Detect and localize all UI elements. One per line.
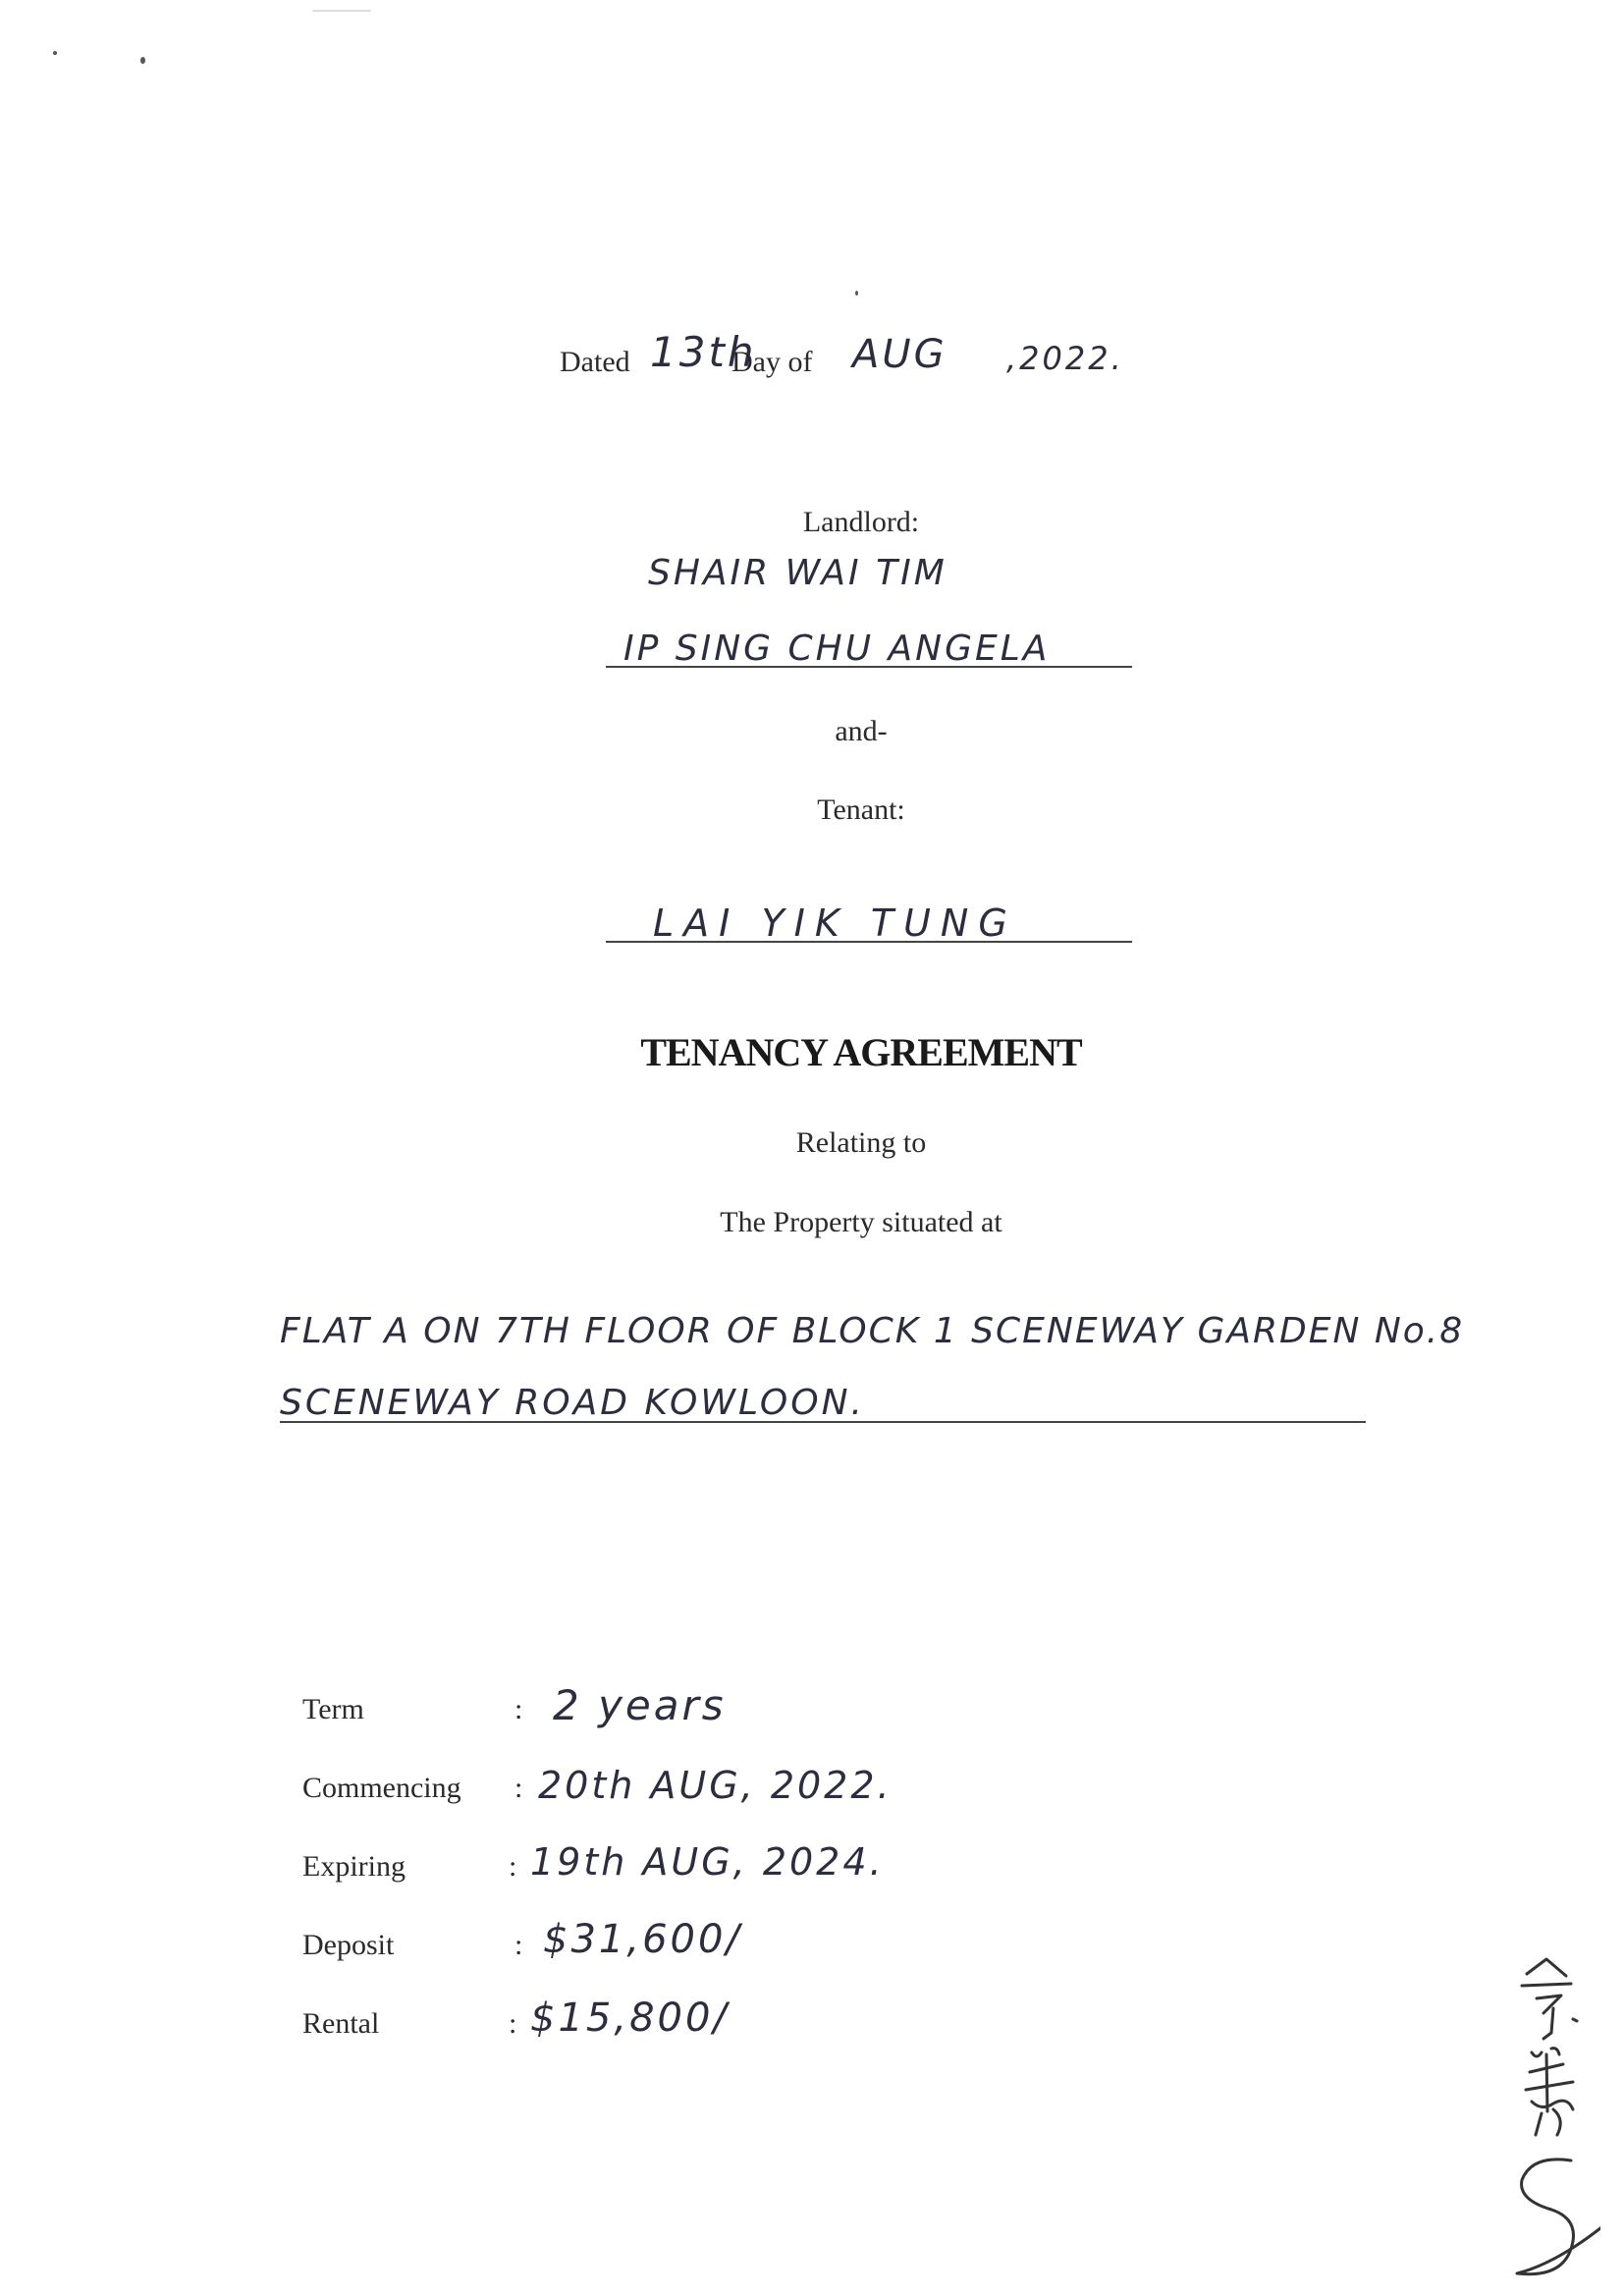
dated-line [560, 324, 1168, 393]
relating-to-label: Relating to [795, 1126, 927, 1159]
rental-label: Rental [302, 2007, 380, 2040]
landlord-label: Landlord: [802, 506, 920, 538]
margin-initials-signature [1492, 1954, 1600, 2288]
scan-speck [855, 291, 858, 296]
commencing-value: 20th AUG, 2022. [538, 1764, 893, 1807]
expiring-value: 19th AUG, 2024. [530, 1840, 885, 1884]
term-colon: : [514, 1693, 523, 1725]
expiring-colon: : [509, 1850, 517, 1883]
term-label: Term [302, 1693, 364, 1725]
landlord-name-1: SHAIR WAI TIM [648, 553, 947, 593]
property-address-line-1: FLAT A ON 7TH FLOOR OF BLOCK 1 SCENEWAY GARDEN No.8 [280, 1311, 1465, 1351]
and-label: and- [835, 715, 888, 747]
deposit-colon: : [514, 1929, 523, 1961]
commencing-label: Commencing [302, 1772, 461, 1804]
commencing-colon: : [514, 1772, 523, 1804]
rental-colon: : [509, 2007, 517, 2040]
landlord-name-2: IP SING CHU ANGELA [623, 629, 1051, 669]
dated-month: AUG [852, 332, 947, 377]
terms-table [302, 1681, 990, 2074]
tenant-name: LAI YIK TUNG [653, 902, 1017, 945]
scan-speck [312, 10, 371, 12]
property-address-line-2: SCENEWAY ROAD KOWLOON. [280, 1383, 865, 1423]
deposit-row [302, 1917, 990, 1986]
scan-speck [140, 57, 145, 64]
rental-value: $15,800/ [530, 1995, 730, 2041]
term-value: 2 years [553, 1681, 727, 1729]
dated-day: 13th [650, 328, 757, 376]
dated-year: ,2022. [1006, 340, 1124, 377]
document-title: TENANCY AGREEMENT [640, 1030, 1082, 1074]
rental-row [302, 1995, 990, 2064]
tenant-label: Tenant: [817, 793, 905, 826]
dated-label: Dated [560, 346, 630, 378]
expiring-label: Expiring [302, 1850, 406, 1883]
commencing-row [302, 1760, 990, 1829]
property-situated-label: The Property situated at [720, 1206, 1002, 1238]
landlord-signature-line [606, 666, 1132, 668]
scan-speck [53, 51, 57, 55]
day-of-label: Day of [731, 346, 813, 378]
tenant-signature-line [606, 941, 1132, 943]
deposit-label: Deposit [302, 1929, 395, 1961]
expiring-row [302, 1838, 990, 1907]
term-row [302, 1681, 990, 1750]
deposit-value: $31,600/ [543, 1917, 742, 1962]
property-address-line [280, 1421, 1366, 1423]
